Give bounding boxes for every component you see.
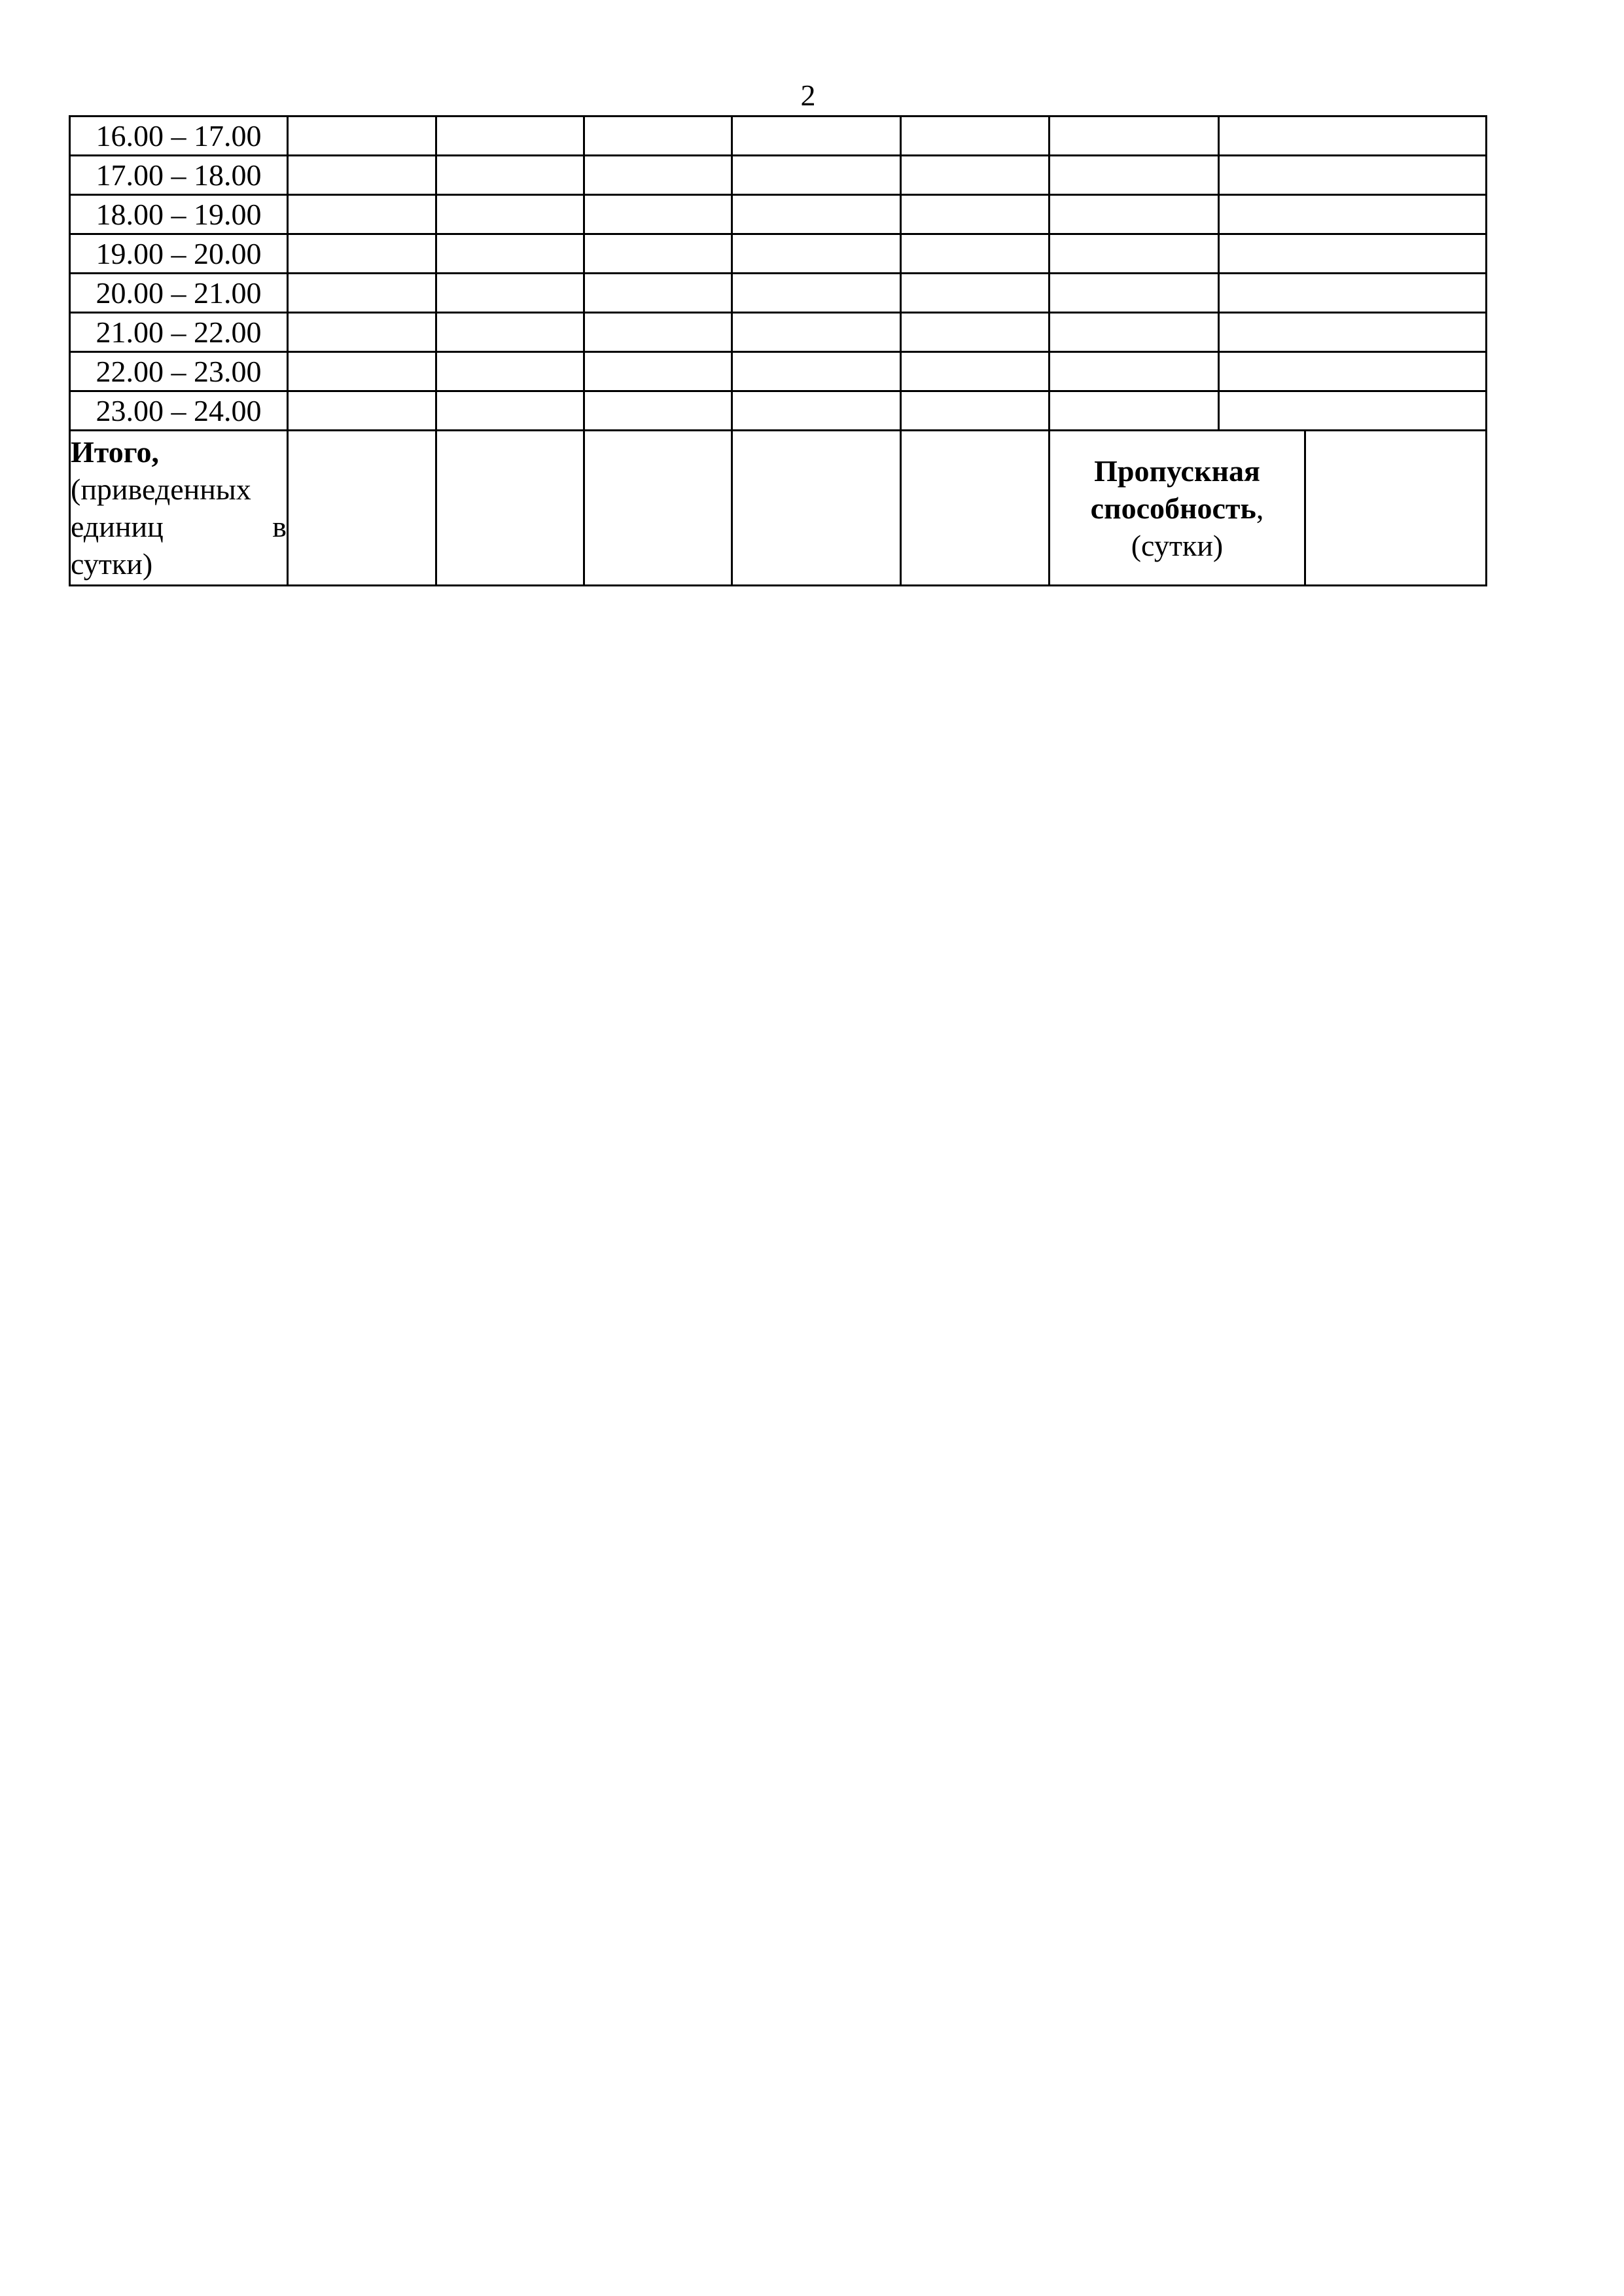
data-cell[interactable] xyxy=(1219,234,1487,274)
data-cell[interactable] xyxy=(584,156,732,195)
data-cell[interactable] xyxy=(584,313,732,352)
table-row xyxy=(70,156,1487,195)
table-row xyxy=(70,313,1487,352)
data-cell[interactable] xyxy=(584,391,732,431)
data-cell[interactable] xyxy=(1050,156,1219,195)
data-cell[interactable] xyxy=(288,391,436,431)
data-cell[interactable] xyxy=(1219,117,1487,156)
time-slot-cell: 20.00 – 21.00 xyxy=(70,274,288,313)
total-value-cell[interactable] xyxy=(901,431,1050,586)
data-cell[interactable] xyxy=(436,195,584,234)
data-cell[interactable] xyxy=(436,391,584,431)
time-slot-cell: 19.00 – 20.00 xyxy=(70,234,288,274)
capacity-value-cell[interactable] xyxy=(1305,431,1487,586)
data-cell[interactable] xyxy=(901,117,1050,156)
data-cell[interactable] xyxy=(1219,274,1487,313)
hourly-traffic-table xyxy=(69,115,1487,586)
data-cell[interactable] xyxy=(288,234,436,274)
capacity-label-title: Пропускная xyxy=(1094,454,1260,488)
data-cell[interactable] xyxy=(901,352,1050,391)
data-cell[interactable] xyxy=(732,234,901,274)
data-cell[interactable] xyxy=(288,352,436,391)
table-row xyxy=(70,195,1487,234)
data-cell[interactable] xyxy=(1219,352,1487,391)
data-cell[interactable] xyxy=(436,117,584,156)
data-cell[interactable] xyxy=(1219,195,1487,234)
total-value-cell[interactable] xyxy=(732,431,901,586)
data-cell[interactable] xyxy=(1219,313,1487,352)
data-cell[interactable] xyxy=(1219,156,1487,195)
total-value-cell[interactable] xyxy=(288,431,436,586)
data-cell[interactable] xyxy=(901,391,1050,431)
data-cell[interactable] xyxy=(732,274,901,313)
data-cell[interactable] xyxy=(732,195,901,234)
data-cell[interactable] xyxy=(901,274,1050,313)
time-slot-cell: 16.00 – 17.00 xyxy=(70,117,288,156)
time-slot-cell: 23.00 – 24.00 xyxy=(70,391,288,431)
data-cell[interactable] xyxy=(901,313,1050,352)
data-cell[interactable] xyxy=(901,195,1050,234)
total-row xyxy=(70,431,1487,586)
data-cell[interactable] xyxy=(1050,274,1219,313)
data-cell[interactable] xyxy=(1050,391,1219,431)
table-row xyxy=(70,234,1487,274)
total-label-cell xyxy=(70,431,288,586)
data-cell[interactable] xyxy=(584,234,732,274)
data-cell[interactable] xyxy=(1050,313,1219,352)
data-cell[interactable] xyxy=(288,117,436,156)
data-cell[interactable] xyxy=(732,117,901,156)
total-label-units: (приведенных единиц в xyxy=(71,473,287,543)
data-cell[interactable] xyxy=(732,313,901,352)
data-cell[interactable] xyxy=(436,156,584,195)
data-cell[interactable] xyxy=(1050,117,1219,156)
data-cell[interactable] xyxy=(1050,195,1219,234)
total-label-period: сутки) xyxy=(71,547,153,581)
capacity-label-comma: , xyxy=(1256,491,1264,525)
data-cell[interactable] xyxy=(584,274,732,313)
data-cell[interactable] xyxy=(584,117,732,156)
data-cell[interactable] xyxy=(288,195,436,234)
time-slot-cell: 22.00 – 23.00 xyxy=(70,352,288,391)
table-row xyxy=(70,274,1487,313)
data-cell[interactable] xyxy=(436,352,584,391)
data-cell[interactable] xyxy=(1050,234,1219,274)
data-cell[interactable] xyxy=(732,156,901,195)
data-cell[interactable] xyxy=(732,352,901,391)
data-cell[interactable] xyxy=(288,156,436,195)
time-slot-cell: 18.00 – 19.00 xyxy=(70,195,288,234)
time-slot-cell: 21.00 – 22.00 xyxy=(70,313,288,352)
table-row xyxy=(70,117,1487,156)
data-cell[interactable] xyxy=(436,274,584,313)
total-value-cell[interactable] xyxy=(584,431,732,586)
data-cell[interactable] xyxy=(288,313,436,352)
time-slot-cell: 17.00 – 18.00 xyxy=(70,156,288,195)
data-cell[interactable] xyxy=(288,274,436,313)
data-cell[interactable] xyxy=(584,352,732,391)
total-value-cell[interactable] xyxy=(436,431,584,586)
data-cell[interactable] xyxy=(436,234,584,274)
capacity-label-cell xyxy=(1050,431,1305,586)
page-number: 2 xyxy=(800,79,816,112)
table-row xyxy=(70,391,1487,431)
capacity-label-subtitle-line xyxy=(1091,492,1264,525)
data-cell[interactable] xyxy=(584,195,732,234)
data-cell[interactable] xyxy=(1219,391,1487,431)
table-row xyxy=(70,352,1487,391)
data-cell[interactable] xyxy=(732,391,901,431)
capacity-label-subtitle: способность xyxy=(1090,491,1256,525)
data-cell[interactable] xyxy=(1050,352,1219,391)
data-cell[interactable] xyxy=(901,234,1050,274)
data-cell[interactable] xyxy=(436,313,584,352)
data-cell[interactable] xyxy=(901,156,1050,195)
capacity-label-unit: (сутки) xyxy=(1131,528,1224,562)
total-label-title: Итого, xyxy=(71,435,160,469)
